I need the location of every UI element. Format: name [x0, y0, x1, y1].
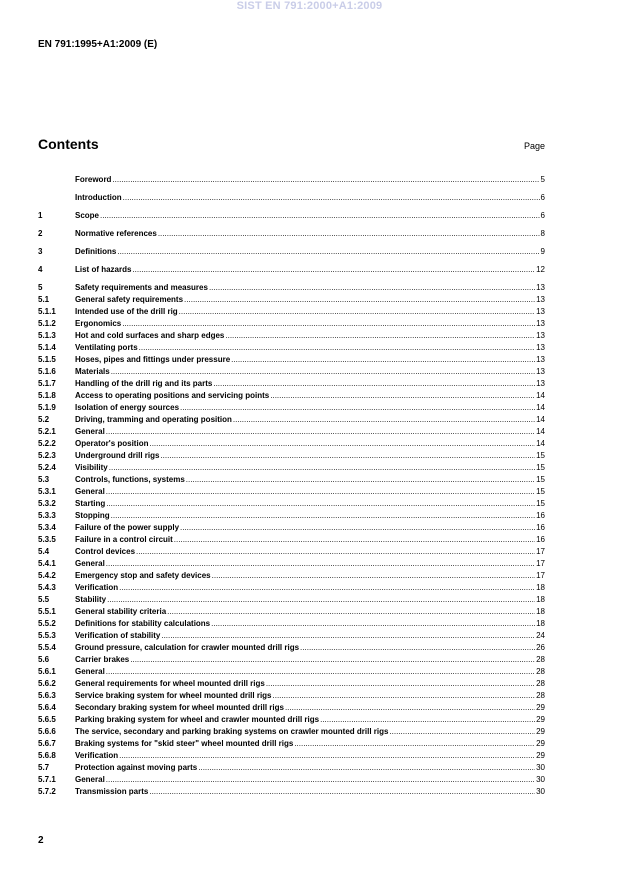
- toc-entry-number: 5.6.6: [38, 727, 56, 736]
- toc-entry-number: 5.5.2: [38, 619, 56, 628]
- toc-entry-title: Isolation of energy sources: [75, 403, 180, 412]
- toc-entry-page: 29: [536, 739, 545, 748]
- toc-entry-number: 5.6.8: [38, 751, 56, 760]
- toc-entry-title: Carrier brakes: [75, 655, 130, 664]
- toc-leader-dots: [294, 738, 535, 750]
- toc-leader-dots: [106, 666, 535, 678]
- toc-leader-dots: [266, 678, 535, 690]
- toc-entry-title: Failure in a control circuit: [75, 535, 173, 544]
- contents-title: Contents: [38, 136, 99, 152]
- toc-entry-title: Transmission parts: [75, 787, 149, 796]
- toc-entry-title: Verification: [75, 583, 119, 592]
- toc-entry[interactable]: [38, 294, 545, 306]
- toc-entry[interactable]: [38, 666, 545, 678]
- toc-entry[interactable]: [38, 366, 545, 378]
- toc-entry-number: 5.1: [38, 295, 50, 304]
- toc-entry-page: 12: [536, 265, 545, 274]
- toc-entry-page: 18: [536, 595, 545, 604]
- toc-entry[interactable]: [38, 546, 545, 558]
- toc-entry[interactable]: [38, 642, 545, 654]
- toc-entry[interactable]: [38, 486, 545, 498]
- toc-entry-page: 28: [536, 655, 545, 664]
- toc-entry[interactable]: [38, 414, 545, 426]
- toc-entry-title: Secondary braking system for wheel mounted drill rigs: [75, 703, 284, 712]
- toc-entry-number: 5.4.3: [38, 583, 56, 592]
- toc-entry-page: 29: [536, 715, 545, 724]
- toc-leader-dots: [167, 606, 535, 618]
- toc-entry-title: List of hazards: [75, 265, 132, 274]
- toc-entry[interactable]: [38, 690, 545, 702]
- toc-entry-page: 15: [536, 499, 545, 508]
- toc-entry-number: 5.2.4: [38, 463, 56, 472]
- toc-leader-dots: [132, 264, 535, 276]
- toc-leader-dots: [106, 486, 535, 498]
- toc-entry-title: Visibility: [75, 463, 108, 472]
- page-column-label: Page: [523, 141, 545, 151]
- toc-entry-page: 16: [536, 535, 545, 544]
- toc-entry-number: 5.7.2: [38, 787, 56, 796]
- toc-entry-number: 5.6: [38, 655, 50, 664]
- table-of-contents: [38, 174, 545, 798]
- toc-entry[interactable]: [38, 570, 545, 582]
- toc-entry-title: Ventilating ports: [75, 343, 138, 352]
- toc-leader-dots: [106, 498, 535, 510]
- toc-entry[interactable]: [38, 618, 545, 630]
- toc-entry[interactable]: [38, 762, 545, 774]
- toc-entry[interactable]: [38, 462, 545, 474]
- toc-entry-page: 26: [536, 643, 545, 652]
- toc-entry[interactable]: [38, 390, 545, 402]
- toc-leader-dots: [111, 510, 535, 522]
- toc-leader-dots: [119, 750, 535, 762]
- toc-entry-title: General safety requirements: [75, 295, 184, 304]
- toc-entry-page: 24: [536, 631, 545, 640]
- toc-entry-page: 14: [536, 427, 545, 436]
- toc-leader-dots: [285, 702, 535, 714]
- toc-entry-page: 18: [536, 607, 545, 616]
- toc-entry[interactable]: [38, 726, 545, 738]
- toc-entry-title: Foreword: [75, 175, 112, 184]
- toc-entry-title: Hoses, pipes and fittings under pressure: [75, 355, 231, 364]
- toc-entry-page: 13: [536, 295, 545, 304]
- toc-entry-number: 5: [38, 283, 43, 292]
- toc-entry[interactable]: [38, 750, 545, 762]
- toc-leader-dots: [158, 228, 540, 240]
- toc-entry-number: 4: [38, 265, 43, 274]
- toc-entry-number: 5.1.4: [38, 343, 56, 352]
- toc-entry-number: 1: [38, 211, 43, 220]
- toc-entry-page: 30: [536, 775, 545, 784]
- toc-entry-page: 29: [536, 703, 545, 712]
- toc-entry-number: 5.6.4: [38, 703, 56, 712]
- toc-entry-number: 5.1.7: [38, 379, 56, 388]
- toc-entry[interactable]: [38, 774, 545, 786]
- toc-entry-title: Underground drill rigs: [75, 451, 160, 460]
- toc-entry-title: Starting: [75, 499, 106, 508]
- toc-leader-dots: [122, 318, 535, 330]
- toc-entry-number: 5.1.5: [38, 355, 56, 364]
- toc-entry-title: Parking braking system for wheel and crawler mounted drill rigs: [75, 715, 320, 724]
- toc-entry-page: 18: [536, 619, 545, 628]
- toc-entry-page: 30: [536, 787, 545, 796]
- toc-entry-number: 5.6.3: [38, 691, 56, 700]
- page-number: 2: [38, 835, 44, 846]
- toc-entry[interactable]: [38, 702, 545, 714]
- toc-entry[interactable]: [38, 426, 545, 438]
- toc-entry[interactable]: [38, 738, 545, 750]
- toc-entry[interactable]: [38, 714, 545, 726]
- toc-leader-dots: [111, 366, 535, 378]
- toc-entry-title: General: [75, 427, 105, 436]
- toc-entry-title: The service, secondary and parking braking systems on crawler mounted drill rigs: [75, 727, 389, 736]
- toc-entry-title: Verification of stability: [75, 631, 161, 640]
- toc-entry[interactable]: [38, 474, 545, 486]
- toc-entry-title: Scope: [75, 211, 100, 220]
- toc-entry-number: 5.2: [38, 415, 50, 424]
- toc-entry-page: 13: [536, 331, 545, 340]
- toc-leader-dots: [233, 414, 535, 426]
- toc-entry-title: Hot and cold surfaces and sharp edges: [75, 331, 225, 340]
- toc-entry[interactable]: [38, 318, 545, 330]
- toc-leader-dots: [149, 786, 535, 798]
- toc-entry[interactable]: [38, 354, 545, 366]
- toc-entry-number: 5.4.1: [38, 559, 56, 568]
- toc-entry-title: Protection against moving parts: [75, 763, 198, 772]
- toc-entry[interactable]: [38, 522, 545, 534]
- toc-entry[interactable]: [38, 534, 545, 546]
- toc-entry-title: Driving, tramming and operating position: [75, 415, 232, 424]
- toc-entry-number: 5.4.2: [38, 571, 56, 580]
- toc-entry-title: General: [75, 775, 105, 784]
- toc-leader-dots: [160, 450, 535, 462]
- toc-entry-number: 5.3.1: [38, 487, 56, 496]
- toc-leader-dots: [300, 642, 535, 654]
- toc-entry[interactable]: [38, 498, 545, 510]
- toc-leader-dots: [389, 726, 535, 738]
- toc-entry-title: Access to operating positions and servicing points: [75, 391, 270, 400]
- toc-entry[interactable]: [38, 192, 545, 204]
- toc-entry-title: Introduction: [75, 193, 122, 202]
- toc-entry-page: 14: [536, 439, 545, 448]
- toc-entry-number: 5.1.1: [38, 307, 56, 316]
- toc-entry-page: 29: [536, 727, 545, 736]
- toc-leader-dots: [198, 762, 535, 774]
- toc-entry[interactable]: [38, 438, 545, 450]
- toc-entry-page: 30: [536, 763, 545, 772]
- toc-leader-dots: [149, 438, 535, 450]
- toc-entry-page: 28: [536, 679, 545, 688]
- toc-entry-number: 5.4: [38, 547, 50, 556]
- toc-leader-dots: [107, 594, 535, 606]
- toc-entry[interactable]: [38, 654, 545, 666]
- toc-leader-dots: [174, 534, 535, 546]
- toc-leader-dots: [161, 630, 535, 642]
- toc-entry[interactable]: [38, 282, 545, 294]
- toc-entry-number: 5.5.4: [38, 643, 56, 652]
- toc-entry-number: 5.5.3: [38, 631, 56, 640]
- toc-entry-page: 16: [536, 523, 545, 532]
- toc-entry[interactable]: [38, 246, 545, 258]
- toc-entry[interactable]: [38, 510, 545, 522]
- toc-entry-title: Failure of the power supply: [75, 523, 180, 532]
- toc-entry-page: 14: [536, 403, 545, 412]
- toc-entry-number: 5.6.2: [38, 679, 56, 688]
- toc-leader-dots: [212, 570, 535, 582]
- toc-entry[interactable]: [38, 606, 545, 618]
- toc-entry-page: 28: [536, 691, 545, 700]
- toc-entry-page: 17: [536, 547, 545, 556]
- toc-entry-page: 18: [536, 583, 545, 592]
- toc-entry[interactable]: [38, 378, 545, 390]
- toc-leader-dots: [139, 342, 535, 354]
- toc-entry-number: 5.6.7: [38, 739, 56, 748]
- toc-entry-title: General: [75, 667, 105, 676]
- toc-entry-page: 28: [536, 667, 545, 676]
- toc-entry[interactable]: [38, 450, 545, 462]
- toc-leader-dots: [106, 558, 535, 570]
- toc-entry-number: 2: [38, 229, 43, 238]
- toc-entry[interactable]: [38, 630, 545, 642]
- toc-entry-title: Emergency stop and safety devices: [75, 571, 211, 580]
- toc-entry-number: 5.5: [38, 595, 50, 604]
- toc-leader-dots: [123, 192, 540, 204]
- toc-entry[interactable]: [38, 786, 545, 798]
- toc-entry[interactable]: [38, 582, 545, 594]
- document-id: EN 791:1995+A1:2009 (E): [38, 39, 158, 50]
- toc-entry-page: 15: [536, 451, 545, 460]
- toc-entry-title: Safety requirements and measures: [75, 283, 208, 292]
- toc-entry-title: Intended use of the drill rig: [75, 307, 178, 316]
- toc-leader-dots: [136, 546, 535, 558]
- toc-entry-page: 13: [536, 355, 545, 364]
- toc-entry-number: 5.7: [38, 763, 50, 772]
- toc-entry-page: 13: [536, 379, 545, 388]
- toc-entry-page: 29: [536, 751, 545, 760]
- toc-leader-dots: [112, 174, 539, 186]
- toc-leader-dots: [109, 462, 535, 474]
- toc-entry[interactable]: [38, 210, 545, 222]
- toc-entry-number: 5.1.3: [38, 331, 56, 340]
- toc-entry-page: 14: [536, 391, 545, 400]
- toc-entry-number: 5.2.2: [38, 439, 56, 448]
- toc-entry[interactable]: [38, 174, 545, 186]
- toc-leader-dots: [209, 282, 535, 294]
- toc-entry-page: 13: [536, 307, 545, 316]
- toc-entry-number: 5.3.2: [38, 499, 56, 508]
- toc-entry-page: 15: [536, 463, 545, 472]
- toc-leader-dots: [119, 582, 535, 594]
- toc-entry-number: 5.3: [38, 475, 50, 484]
- toc-entry[interactable]: [38, 342, 545, 354]
- toc-entry-number: 5.3.4: [38, 523, 56, 532]
- toc-entry-number: 5.3.5: [38, 535, 56, 544]
- toc-entry-title: Ergonomics: [75, 319, 122, 328]
- toc-entry-number: 5.5.1: [38, 607, 56, 616]
- toc-entry-title: Control devices: [75, 547, 136, 556]
- watermark: SIST EN 791:2000+A1:2009: [236, 0, 383, 12]
- toc-entry-page: 8: [540, 229, 545, 238]
- toc-entry-title: Verification: [75, 751, 119, 760]
- toc-entry-page: 15: [536, 475, 545, 484]
- toc-entry-page: 6: [540, 211, 545, 220]
- toc-entry[interactable]: [38, 330, 545, 342]
- toc-entry[interactable]: [38, 264, 545, 276]
- toc-entry-title: Stopping: [75, 511, 110, 520]
- toc-leader-dots: [106, 426, 535, 438]
- toc-entry-page: 9: [540, 247, 545, 256]
- toc-entry-number: 5.1.6: [38, 367, 56, 376]
- toc-entry-page: 17: [536, 559, 545, 568]
- toc-entry[interactable]: [38, 594, 545, 606]
- toc-leader-dots: [320, 714, 535, 726]
- toc-entry[interactable]: [38, 228, 545, 240]
- toc-entry-number: 5.1.2: [38, 319, 56, 328]
- toc-entry-title: General stability criteria: [75, 607, 167, 616]
- toc-entry-title: Ground pressure, calculation for crawler mounted drill rigs: [75, 643, 300, 652]
- toc-leader-dots: [211, 618, 535, 630]
- toc-entry-page: 15: [536, 487, 545, 496]
- toc-entry[interactable]: [38, 678, 545, 690]
- toc-entry-number: 5.6.5: [38, 715, 56, 724]
- toc-entry-page: 13: [536, 283, 545, 292]
- toc-entry-title: Handling of the drill rig and its parts: [75, 379, 213, 388]
- toc-leader-dots: [231, 354, 535, 366]
- toc-leader-dots: [106, 774, 535, 786]
- toc-entry-number: 5.7.1: [38, 775, 56, 784]
- toc-entry-page: 14: [536, 415, 545, 424]
- toc-entry-number: 3: [38, 247, 43, 256]
- toc-entry-page: 16: [536, 511, 545, 520]
- toc-leader-dots: [180, 522, 535, 534]
- toc-entry-number: 5.3.3: [38, 511, 56, 520]
- toc-leader-dots: [184, 294, 535, 306]
- toc-leader-dots: [130, 654, 535, 666]
- toc-entry-number: 5.6.1: [38, 667, 56, 676]
- toc-leader-dots: [186, 474, 535, 486]
- toc-entry-page: 6: [540, 193, 545, 202]
- toc-entry-title: General requirements for wheel mounted drill rigs: [75, 679, 265, 688]
- toc-entry-title: Definitions: [75, 247, 117, 256]
- toc-entry-page: 13: [536, 319, 545, 328]
- toc-leader-dots: [225, 330, 535, 342]
- toc-leader-dots: [100, 210, 540, 222]
- toc-entry[interactable]: [38, 558, 545, 570]
- toc-entry-title: Normative references: [75, 229, 157, 238]
- toc-leader-dots: [213, 378, 535, 390]
- toc-entry-title: Controls, functions, systems: [75, 475, 185, 484]
- toc-entry-number: 5.1.9: [38, 403, 56, 412]
- toc-entry-page: 5: [540, 175, 545, 184]
- toc-entry[interactable]: [38, 402, 545, 414]
- toc-leader-dots: [117, 246, 539, 258]
- toc-entry-title: General: [75, 559, 105, 568]
- toc-entry-number: 5.2.3: [38, 451, 56, 460]
- toc-entry-title: Materials: [75, 367, 110, 376]
- toc-leader-dots: [270, 390, 535, 402]
- toc-entry-number: 5.1.8: [38, 391, 56, 400]
- toc-entry[interactable]: [38, 306, 545, 318]
- toc-entry-title: Operator's position: [75, 439, 149, 448]
- toc-entry-page: 13: [536, 367, 545, 376]
- toc-leader-dots: [180, 402, 535, 414]
- toc-entry-title: Braking systems for "skid steer" wheel mounted drill rigs: [75, 739, 294, 748]
- toc-entry-title: Definitions for stability calculations: [75, 619, 211, 628]
- toc-entry-page: 13: [536, 343, 545, 352]
- toc-entry-title: General: [75, 487, 105, 496]
- toc-entry-title: Service braking system for wheel mounted drill rigs: [75, 691, 272, 700]
- toc-leader-dots: [179, 306, 535, 318]
- toc-entry-page: 17: [536, 571, 545, 580]
- toc-entry-title: Stability: [75, 595, 107, 604]
- toc-leader-dots: [273, 690, 536, 702]
- toc-entry-number: 5.2.1: [38, 427, 56, 436]
